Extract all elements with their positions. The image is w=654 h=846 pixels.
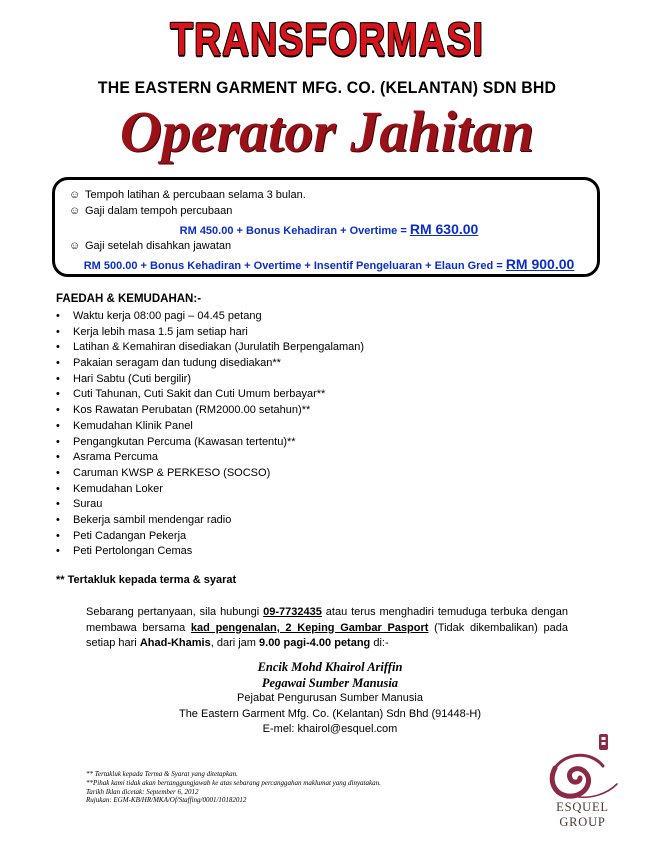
benefit-text: Bekerja sambil mendengar radio — [73, 513, 232, 526]
benefit-item — [56, 387, 364, 403]
benefit-item — [56, 403, 364, 419]
probation-salary-formula-line — [55, 221, 603, 237]
benefit-item — [56, 513, 364, 529]
contact-name: Encik Mohd Khairol Ariffin — [257, 660, 403, 674]
benefit-text: Surau — [73, 498, 103, 511]
benefits-title: FAEDAH & KEMUDAHAN:- — [56, 293, 202, 305]
bullet-icon: • — [56, 513, 60, 526]
benefit-text: Hari Sabtu (Cuti bergilir) — [73, 372, 191, 385]
benefit-text: Pakaian seragam dan tudung disediakan** — [73, 357, 281, 370]
smiley-icon: ☺ — [69, 205, 81, 217]
job-title: Operator Jahitan — [119, 99, 535, 164]
contact-office: Pejabat Pengurusan Sumber Manusia — [237, 692, 423, 704]
smiley-icon: ☺ — [69, 240, 81, 252]
probation-salary-total: RM 630.00 — [409, 221, 479, 237]
benefit-item — [56, 497, 364, 513]
benefit-text: Peti Pertolongan Cemas — [73, 545, 193, 558]
terms-note: ** Tertakluk kepada terma & syarat — [56, 574, 237, 586]
bullet-icon: • — [56, 466, 60, 479]
benefit-item — [56, 340, 364, 356]
benefit-text: Peti Cadangan Pekerja — [73, 529, 187, 542]
benefit-text: Kos Rawatan Perubatan (RM2000.00 setahun)** — [73, 404, 311, 417]
enquiry-text: (Tidak dikembalikan) pada setiap hari — [86, 621, 568, 649]
footnotes — [86, 770, 486, 805]
benefit-item — [56, 419, 364, 435]
confirmed-salary-total: RM 900.00 — [505, 256, 575, 272]
bullet-icon: • — [56, 388, 60, 401]
confirmed-salary-formula: RM 500.00 + Bonus Kehadiran + Overtime + Insentif Pengeluaran + Elaun Gred = — [83, 260, 503, 272]
bullet-icon: • — [56, 529, 60, 542]
enquiry-text: atau terus menghadiri temuduga terbuka dengan membawa bersama — [86, 606, 568, 634]
bullet-icon: • — [56, 419, 60, 432]
training-period-line — [69, 188, 306, 202]
benefit-item — [56, 544, 364, 560]
enquiry-text: di:- — [370, 637, 389, 649]
benefit-text: Kemudahan Loker — [73, 482, 163, 495]
bullet-icon: • — [56, 341, 60, 354]
benefit-item — [56, 466, 364, 482]
probation-salary-line — [69, 204, 232, 218]
benefit-text: Caruman KWSP & PERKESO (SOCSO) — [73, 466, 271, 479]
footnote-line: Tarikh Iklan dicetak: September 6, 2012 — [86, 787, 199, 796]
benefit-item — [56, 372, 364, 388]
bullet-icon: • — [56, 404, 60, 417]
probation-salary-label: Gaji dalam tempoh percubaan — [85, 205, 233, 217]
bullet-icon: • — [56, 498, 60, 511]
benefit-text: Waktu kerja 08:00 pagi – 04.45 petang — [73, 310, 262, 322]
enquiry-text: Sebarang pertanyaan, sila hubungi — [86, 606, 264, 618]
contact-company: The Eastern Garment Mfg. Co. (Kelantan) Sdn Bhd (91448-H) — [178, 707, 482, 720]
benefit-item — [56, 356, 364, 372]
enquiry-days: Ahad-Khamis — [139, 637, 211, 649]
smiley-icon: ☺ — [69, 189, 81, 201]
benefit-item — [56, 529, 364, 545]
bullet-icon: • — [56, 451, 60, 464]
benefit-item — [56, 309, 364, 325]
headline-transformasi: TRANSFORMASI — [170, 13, 484, 65]
benefit-item — [56, 435, 364, 451]
footnote-line: Rujukan: EGM-KB/HR/MKA/Of/Staffing/0001/10182012 — [86, 796, 247, 805]
contact-email[interactable]: E-mel: khairol@esquel.com — [262, 723, 398, 735]
benefits-list — [56, 309, 364, 560]
benefit-text: Kerja lebih masa 1.5 jam setiap hari — [73, 325, 248, 338]
confirmed-salary-line — [69, 239, 231, 253]
enquiry-hours: 9.00 pagi-4.00 petang — [259, 637, 371, 649]
probation-salary-formula: RM 450.00 + Bonus Kehadiran + Overtime = — [179, 225, 407, 237]
enquiry-documents: kad pengenalan, 2 Keping Gambar Pasport — [190, 621, 429, 634]
enquiry-phone: 09-7732435 — [263, 606, 322, 618]
salary-info-box — [52, 177, 600, 277]
training-period-text: Tempoh latihan & percubaan selama 3 bulan. — [85, 189, 306, 201]
bullet-icon: • — [56, 357, 60, 370]
benefit-item — [56, 482, 364, 498]
confirmed-salary-formula-line — [55, 256, 603, 272]
esquel-group-wordmark: ESQUEL GROUP — [556, 800, 609, 829]
bullet-icon: • — [56, 545, 60, 558]
benefit-text: Cuti Tahunan, Cuti Sakit dan Cuti Umum berbayar** — [73, 388, 326, 401]
enquiry-paragraph — [86, 605, 568, 652]
benefit-item — [56, 325, 364, 341]
footnote-line: **Pihak kami tidak akan bertanggungjawab ke atas sebarang percanggahan maklumat yang dinyatakan. — [86, 778, 381, 787]
benefit-text: Latihan & Kemahiran disediakan (Jurulatih Berpengalaman) — [73, 341, 365, 354]
contact-position: Pegawai Sumber Manusia — [261, 675, 399, 690]
company-name: THE EASTERN GARMENT MFG. CO. (KELANTAN) SDN BHD — [97, 78, 557, 97]
confirmed-salary-label: Gaji setelah disahkan jawatan — [85, 240, 232, 252]
benefit-text: Kemudahan Klinik Panel — [73, 419, 193, 432]
bullet-icon: • — [56, 435, 60, 448]
bullet-icon: • — [56, 325, 60, 338]
contact-block — [130, 660, 530, 738]
benefit-text: Asrama Percuma — [73, 451, 158, 464]
bullet-icon: • — [56, 310, 60, 322]
benefit-item — [56, 450, 364, 466]
bullet-icon: • — [56, 482, 60, 495]
footnote-line: ** Tertakluk kepada Terma & Syarat yang ditetapkan. — [86, 770, 238, 778]
enquiry-text: , dari jam — [210, 637, 260, 649]
bullet-icon: • — [56, 372, 60, 385]
benefit-text: Pengangkutan Percuma (Kawasan tertentu)** — [73, 435, 296, 448]
